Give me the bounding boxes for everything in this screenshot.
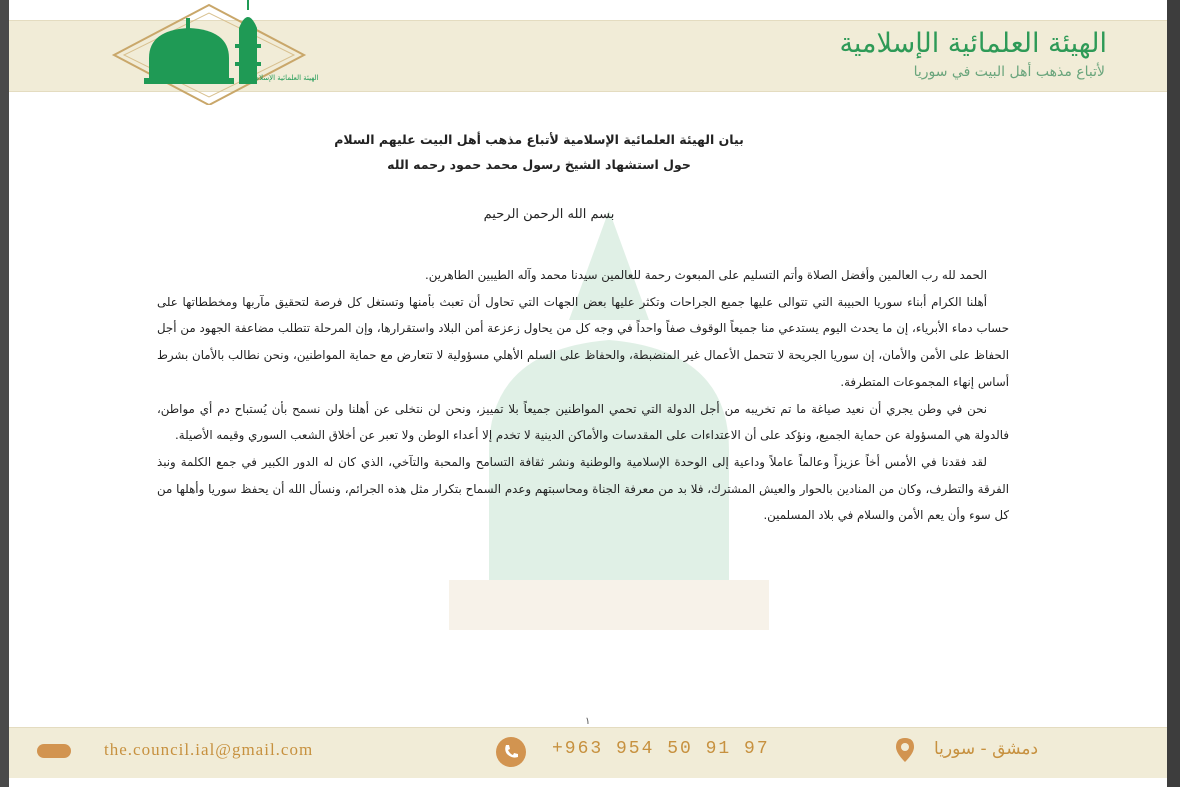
page-mark: ١ — [585, 716, 591, 727]
location-pin-icon — [894, 737, 916, 763]
paragraph: نحن في وطن يجري أن نعيد صياغة ما تم تخريبه من أجل الدولة التي تحمي المواطنين جميعاً بلا تمييز، ونحن لن نتخلى عن أهلنا ولن نسمح بأن يُستباح دم أي مواطن، فالدولة هي المسؤولة عن حماية الجميع، ونؤكد على أن الاعتداءات على المقدسات والأماكن الدينية لا تخدم إلا أعداء الوطن ولا تعبر عن أخلاق الشعب السوري وقيمه الأصيلة. — [157, 401, 1009, 443]
paragraph: لقد فقدنا في الأمس أخاً عزيزاً وعالماً عاملاً وداعية إلى الوحدة الإسلامية والوطنية ونشر ثقافة التسامح والمحبة والتآخي، الذي كان له الدور الكبير في جمع الكلمة ونبذ الفرقة والتطرف، وكان من المنادين بالحوار والعيش المشترك، فلا بد من معرفة الجناة ومحاسبتهم وعدم السماح بتكرار مثل هذه الجرائم، ونسأل الله أن يحفظ سوريا وأهلها من كل سوء وأن يعم الأمن والسلام في بلاد المسلمين. — [157, 454, 1009, 523]
paragraph: الحمد لله رب العالمين وأفضل الصلاة وأتم التسليم على المبعوث رحمة للعالمين سيدنا محمد وآله الطيبين الطاهرين. — [425, 268, 987, 282]
footer-band — [9, 727, 1167, 778]
phone-icon — [496, 737, 526, 767]
footer-email[interactable]: the.council.ial@gmail.com — [104, 740, 314, 759]
letterhead-page — [9, 0, 1167, 787]
statement-body — [157, 262, 1009, 529]
organization-name: الهيئة العلمائية الإسلامية — [839, 28, 1107, 59]
email-icon — [37, 744, 71, 758]
viewer-edge — [1167, 0, 1180, 787]
footer-location: دمشق - سوريا — [934, 739, 1039, 759]
mosque-dome-logo — [94, 0, 324, 105]
paragraph: أهلنا الكرام أبناء سوريا الحبيبة التي تتوالى عليها جميع الجراحات وتكثر عليها بعض الجهات التي تحاول أن تعبث بأمنها وتستغل كل فرصة لتحقيق مآربها ومخططاتها على حساب دماء الأبرياء، إن ما يحدث اليوم يستدعي منا جميعاً الوقوف صفاً واحداً في وجه كل من يحاول زعزعة أمن البلاد واستقرارها، وإن المرحلة تتطلب مضاعفة الجهود من أجل الحفاظ على الأمن والأمان، إن سوريا الجريحة لا تتحمل الأعمال غير المنضبطة، والحفاظ على السلم الأهلي مسؤولية لا تتعارض مع حماية المواطنين، ونحن نطالب بالأمان بشرط أساس إنهاء المجموعات المتطرفة. — [157, 294, 1009, 389]
logo-caption: الهيئة العلمائية الإسلامية — [249, 74, 319, 82]
document-subtitle: حول استشهاد الشيخ رسول محمد حمود رحمه الله — [387, 157, 691, 172]
document-title: بيان الهيئة العلمائية الإسلامية لأتباع مذهب أهل البيت عليهم السلام — [334, 132, 744, 147]
basmala: بسم الله الرحمن الرحيم — [483, 207, 615, 222]
organization-subtitle: لأتباع مذهب أهل البيت في سوريا — [913, 64, 1105, 80]
footer-phone[interactable]: +963 954 50 91 97 — [552, 739, 770, 759]
